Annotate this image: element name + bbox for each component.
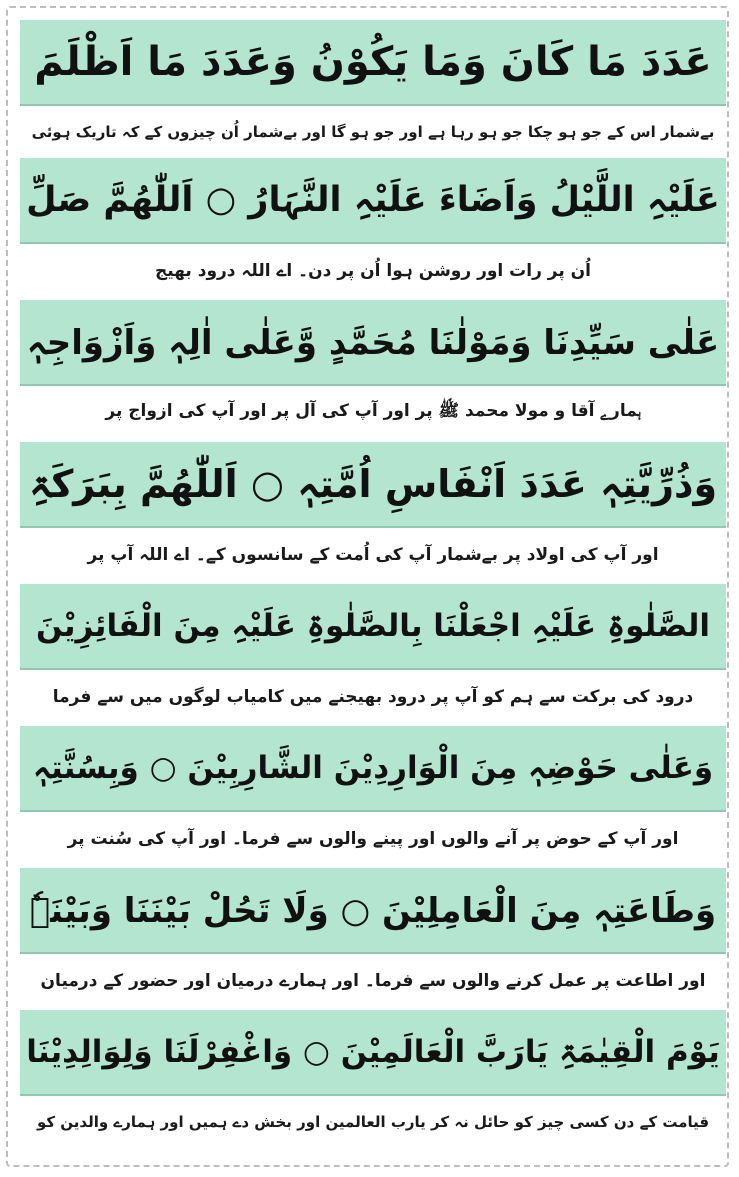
- arabic-line-1: عَدَدَ مَا کَانَ وَمَا یَکُوْنُ وَعَدَدَ مَا اَظْلَمَ: [20, 20, 726, 106]
- arabic-line-3: عَلٰی سَیِّدِنَا وَمَوْلٰنَا مُحَمَّدٍ وَّعَلٰی اٰلِہٖ وَاَزْوَاجِہٖ: [20, 300, 726, 386]
- urdu-line-8: قیامت کے دن کسی چیز کو حائل نہ کر یارب العالمین اور بخش دے ہمیں اور ہمارے والدین کو: [20, 1096, 726, 1148]
- urdu-line-2: اُن پر رات اور روشن ہوا اُن پر دن۔ اے اللہ درود بھیج: [20, 244, 726, 296]
- urdu-line-5: درود کی برکت سے ہم کو آپ پر درود بھیجنے میں کامیاب لوگوں میں سے فرما: [20, 670, 726, 722]
- arabic-line-7: وَطَاعَتِہٖ مِنَ الْعَامِلِیْنَ ○ وَلَا تَحُلْ بَیْنَنَا وَبَیْنَہٗ: [20, 868, 726, 954]
- urdu-line-4: اور آپ کی اولاد پر بےشمار آپ کی اُمت کے سانسوں کے۔ اے اللہ آپ پر: [20, 528, 726, 580]
- arabic-line-2: عَلَیْہِ اللَّیْلُ وَاَضَاءَ عَلَیْہِ النَّہَارُ ○ اَللّٰھُمَّ صَلِّ: [20, 158, 726, 244]
- urdu-line-7: اور اطاعت پر عمل کرنے والوں سے فرما۔ اور ہمارے درمیان اور حضور کے درمیان: [20, 954, 726, 1006]
- urdu-line-3: ہمارے آقا و مولا محمد ﷺ پر اور آپ کی آل پر اور آپ کی ازواج پر: [20, 386, 726, 438]
- arabic-line-5: الصَّلٰوۃِ عَلَیْہِ اجْعَلْنَا بِالصَّلٰوۃِ عَلَیْہِ مِنَ الْفَائِزِیْنَ: [20, 584, 726, 670]
- arabic-line-6: وَعَلٰی حَوْضِہٖ مِنَ الْوَارِدِیْنَ الشَّارِبِیْنَ ○ وَبِسُنَّتِہٖ: [20, 726, 726, 812]
- urdu-line-1: بےشمار اس کے جو ہو چکا جو ہو رہا ہے اور جو ہو گا اور بےشمار اُن چیزوں کے کہ تاریک ہوئی: [20, 106, 726, 158]
- prayer-page: [20, 20, 726, 1152]
- arabic-line-8: یَوْمَ الْقِیٰمَۃِ یَارَبَّ الْعَالَمِیْنَ ○ وَاغْفِرْلَنَا وَلِوَالِدِیْنَا: [20, 1010, 726, 1096]
- arabic-line-4: وَذُرِّیَّتِہٖ عَدَدَ اَنْفَاسِ اُمَّتِہٖ ○ اَللّٰھُمَّ بِبَرَکَۃِ: [20, 442, 726, 528]
- urdu-line-6: اور آپ کے حوض پر آنے والوں اور پینے والوں سے فرما۔ اور آپ کی سُنت پر: [20, 812, 726, 864]
